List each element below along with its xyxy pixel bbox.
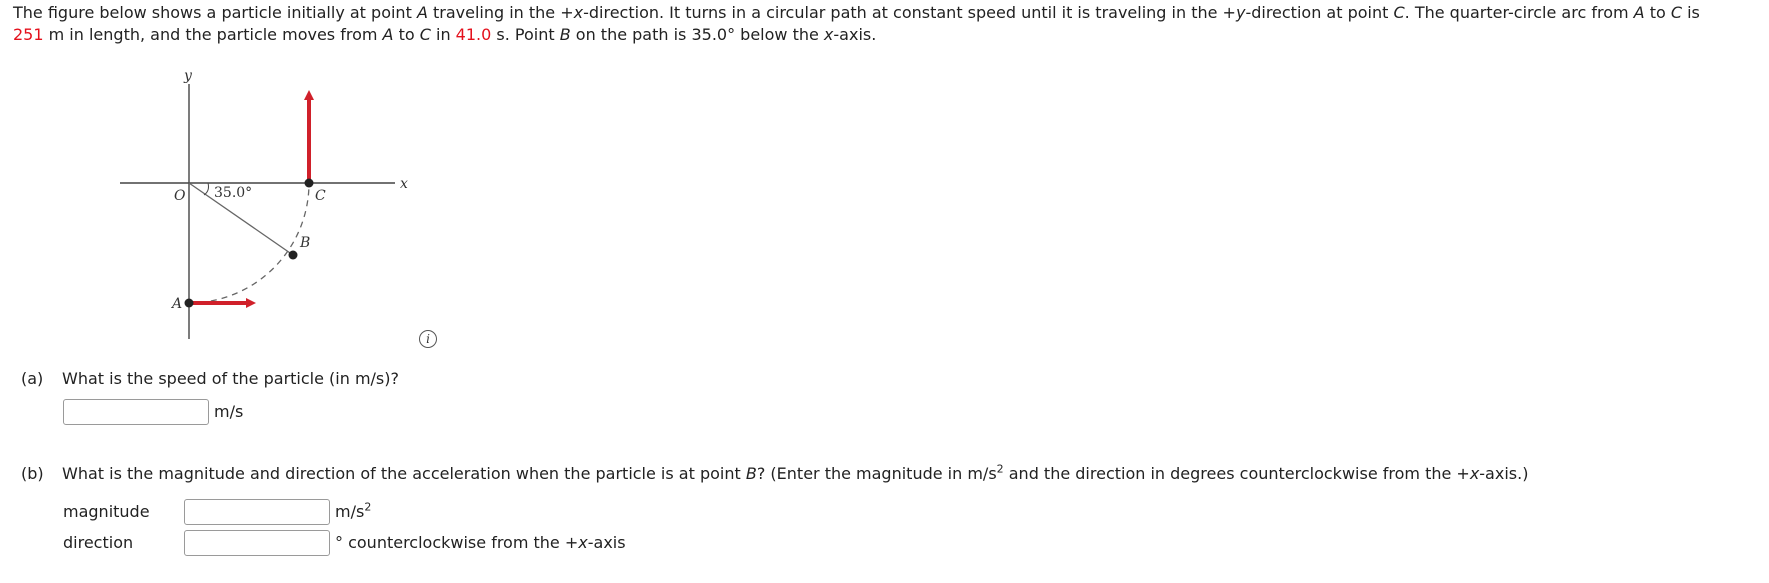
intro-text: -direction. It turns in a circular path at constant speed until it is traveling in the + bbox=[583, 3, 1236, 22]
direction-input[interactable] bbox=[184, 530, 330, 556]
arc-length-value: 251 bbox=[13, 25, 44, 44]
point-a-ref: A bbox=[382, 25, 394, 44]
point-c-ref: C bbox=[419, 25, 431, 44]
direction-unit-text: -axis bbox=[587, 533, 626, 552]
speed-unit: m/s bbox=[214, 402, 244, 421]
point-b-dot bbox=[289, 251, 298, 260]
point-c-dot bbox=[305, 179, 314, 188]
intro-text: to bbox=[1644, 3, 1671, 22]
superscript: 2 bbox=[996, 462, 1004, 476]
point-b-ref: B bbox=[559, 25, 571, 44]
point-b-label: B bbox=[300, 235, 311, 251]
intro-text: -axis. bbox=[833, 25, 877, 44]
x-var-ref: x bbox=[823, 25, 834, 44]
intro-text: in bbox=[430, 25, 456, 44]
origin-label: O bbox=[174, 188, 186, 204]
intro-text: . The quarter-circle arc from bbox=[1404, 3, 1634, 22]
part-b-text: -axis.) bbox=[1479, 464, 1529, 483]
part-a-tag: (a) bbox=[21, 369, 44, 388]
intro-text: to bbox=[393, 25, 420, 44]
superscript: 2 bbox=[364, 500, 372, 514]
point-a-ref: A bbox=[1633, 3, 1645, 22]
part-a-question bbox=[21, 369, 399, 389]
intro-text: is bbox=[1682, 3, 1700, 22]
x-var-ref: x bbox=[578, 533, 588, 552]
point-c-ref: C bbox=[1393, 3, 1405, 22]
intro-text: on the path is 35.0° below the bbox=[570, 25, 824, 44]
intro-text: m in length, and the particle moves from bbox=[43, 25, 383, 44]
intro-text: -direction at point bbox=[1245, 3, 1394, 22]
speed-input[interactable] bbox=[63, 399, 209, 425]
point-a-label: A bbox=[172, 296, 183, 312]
y-axis-label: y bbox=[184, 68, 192, 84]
direction-label: direction bbox=[63, 533, 134, 552]
part-b-question bbox=[21, 464, 1528, 484]
direction-unit bbox=[335, 533, 626, 553]
part-b-text: and the direction in degrees counterclockwise from the + bbox=[1003, 464, 1470, 483]
part-a-text: What is the speed of the particle (in m/s)? bbox=[62, 369, 399, 388]
point-a-ref: A bbox=[416, 3, 428, 22]
point-c-ref: C bbox=[1670, 3, 1683, 22]
magnitude-label: magnitude bbox=[63, 502, 150, 521]
time-value: 41.0 bbox=[455, 25, 492, 44]
part-b-tag: (b) bbox=[21, 464, 44, 483]
point-a-dot bbox=[185, 299, 194, 308]
intro-text: traveling in the + bbox=[427, 3, 574, 22]
point-b-ref: B bbox=[745, 464, 757, 483]
magnitude-unit bbox=[335, 502, 371, 522]
x-var-ref: x bbox=[573, 3, 584, 22]
dashed-arc bbox=[189, 183, 309, 303]
info-icon[interactable]: i bbox=[419, 330, 437, 348]
circular-path-figure bbox=[100, 66, 420, 346]
x-axis-label: x bbox=[400, 176, 408, 192]
magnitude-unit-base: m/s bbox=[335, 502, 365, 521]
angle-label: 35.0° bbox=[214, 185, 253, 201]
point-c-label: C bbox=[315, 188, 326, 204]
direction-unit-text: ° counterclockwise from the + bbox=[335, 533, 579, 552]
figure-svg bbox=[100, 66, 420, 346]
x-var-ref: x bbox=[1469, 464, 1480, 483]
intro-text: s. Point bbox=[491, 25, 560, 44]
part-b-text: What is the magnitude and direction of the acceleration when the particle is at point bbox=[62, 464, 746, 483]
y-var-ref: y bbox=[1235, 3, 1246, 22]
intro-text: The figure below shows a particle initially at point bbox=[13, 3, 417, 22]
problem-statement bbox=[13, 2, 1763, 46]
part-b-text: ? (Enter the magnitude in m/s bbox=[756, 464, 997, 483]
magnitude-input[interactable] bbox=[184, 499, 330, 525]
